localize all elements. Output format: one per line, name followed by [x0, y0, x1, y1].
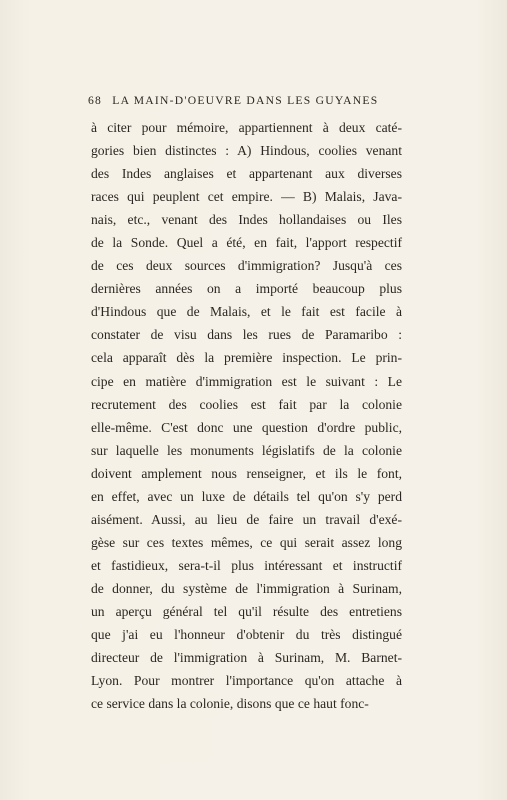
- text-line: que j'ai eu l'honneur d'obtenir du très distingué: [91, 627, 402, 643]
- text-line: de la Sonde. Quel a été, en fait, l'apport respectif: [91, 235, 402, 251]
- text-line: nais, etc., venant des Indes hollandaises ou Iles: [91, 212, 402, 228]
- text-line: à citer pour mémoire, appartiennent à deux caté-: [91, 120, 402, 135]
- text-line: de donner, du système de l'immigration à Surinam,: [91, 580, 402, 596]
- text-line: en effet, avec un luxe de détails tel qu'on s'y perd: [91, 488, 402, 504]
- running-title: LA MAIN-D'OEUVRE DANS LES GUYANES: [112, 94, 379, 107]
- text-line: de ces deux sources d'immigration? Jusqu'à ces: [91, 258, 402, 274]
- text-line: recrutement des coolies est fait par la colonie: [91, 396, 402, 412]
- text-line: ce service dans la colonie, disons que ce haut fonc-: [91, 696, 369, 712]
- text-line: cela apparaît dès la première inspection. Le prin-: [91, 350, 402, 366]
- text-line: dernières années on a importé beaucoup plus: [91, 281, 402, 297]
- text-line: d'Hindous que de Malais, et le fait est facile à: [91, 304, 402, 320]
- text-line: elle-même. C'est donc une question d'ordre public,: [91, 419, 402, 435]
- body-text: [91, 116, 402, 715]
- text-line: et fastidieux, sera-t-il plus intéressant et instructif: [91, 557, 402, 573]
- text-line: Lyon. Pour montrer l'importance qu'on attache à: [91, 673, 402, 689]
- text-line: constater de visu dans les rues de Paramaribo :: [91, 327, 402, 343]
- page-number: 68: [88, 94, 103, 107]
- text-line: doivent amplement nous renseigner, et ils le font,: [91, 465, 402, 481]
- text-line: gèse sur ces textes mêmes, ce qui serait assez long: [91, 534, 402, 550]
- text-line: gories bien distinctes : A) Hindous, coolies venant: [91, 143, 402, 159]
- text-line: sur laquelle les monuments législatifs de la colonie: [91, 442, 402, 458]
- text-line: cipe en matière d'immigration est le suivant : Le: [91, 373, 402, 389]
- text-line: des Indes anglaises et appartenant aux diverses: [91, 166, 402, 182]
- text-line: directeur de l'immigration à Surinam, M. Barnet-: [91, 650, 402, 666]
- text-line: races qui peuplent cet empire. — B) Malais, Java-: [91, 189, 402, 205]
- text-line: aisément. Aussi, au lieu de faire un travail d'exé-: [91, 511, 402, 527]
- text-line: un aperçu général tel qu'il résulte des entretiens: [91, 603, 402, 619]
- running-header: [88, 94, 406, 110]
